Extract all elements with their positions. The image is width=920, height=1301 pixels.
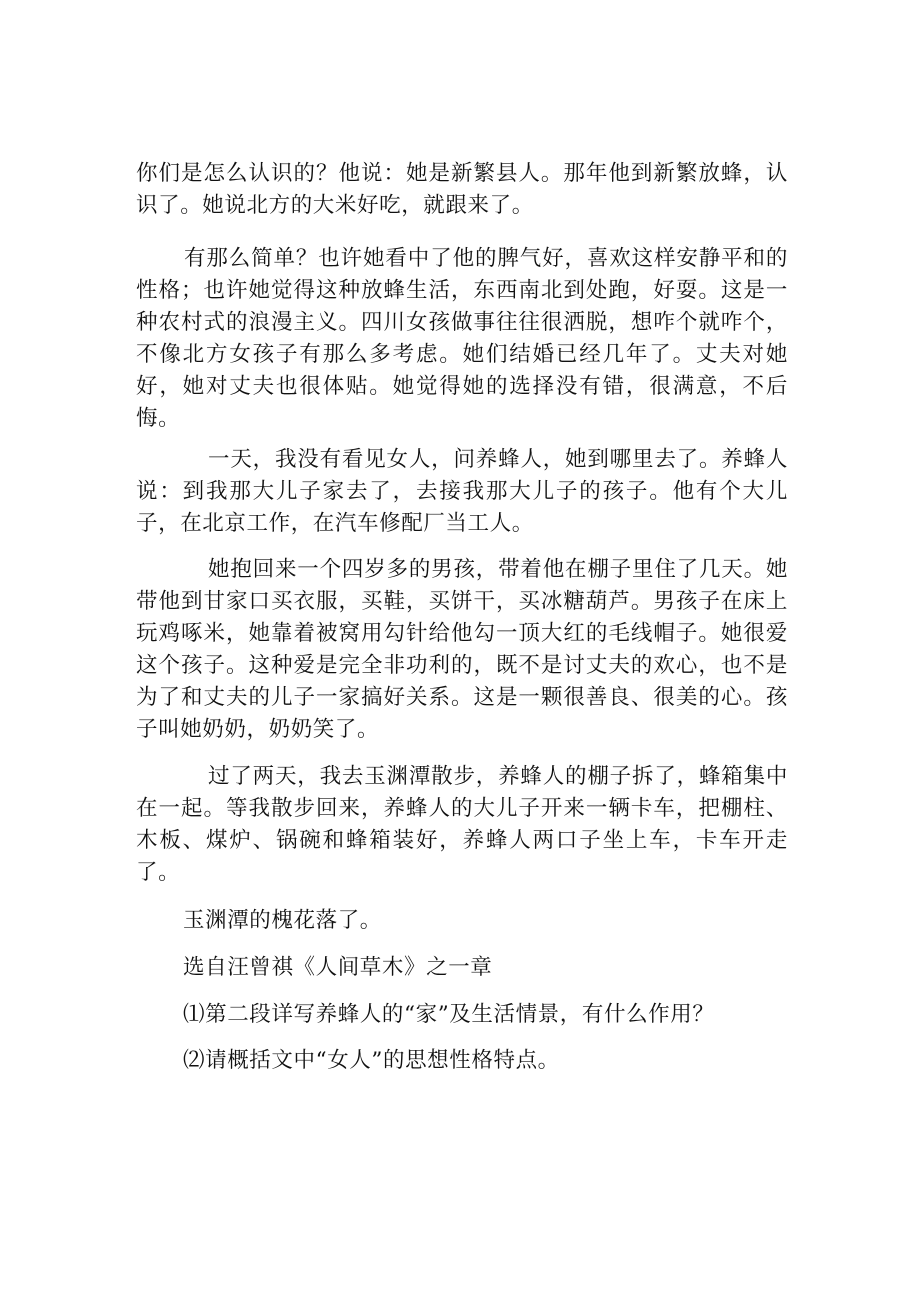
- question-1: ⑴第二段详写养蜂人的“家”及生活情景，有什么作用？: [183, 1002, 715, 1027]
- paragraph-two-days-later: 过了两天，我去玉渊潭散步，养蜂人的棚子拆了，蜂箱集中在一起。等我散步回来，养蜂人的大儿子开来一辆卡车，把棚柱、木板、煤炉、锅碗和蜂箱装好，养蜂人两口子坐上车，卡车开走了。: [136, 764, 788, 885]
- paragraph-how-they-met: 你们是怎么认识的？他说：她是新繁县人。那年他到新繁放蜂，认识了。她说北方的大米好吃，就跟来了。: [136, 161, 788, 218]
- paragraph-boy-visit: 她抱回来一个四岁多的男孩，带着他在棚子里住了几天。她带他到甘家口买衣服，买鞋，买饼干，买冰糖葫芦。男孩子在床上玩鸡啄米，她靠着被窝用勾针给他勾一顶大红的毛线帽子。她很爱这个孩子。这种爱是完全非功利的，既不是讨丈夫的欢心，也不是为了和丈夫的儿子一家搞好关系。这是一颗很善良、很美的心。孩子叫她奶奶，奶奶笑了。: [136, 557, 788, 742]
- paragraph-one-day: 一天，我没有看见女人，问养蜂人，她到哪里去了。养蜂人说：到我那大儿子家去了，去接我那大儿子的孩子。他有个大儿子，在北京工作，在汽车修配厂当工人。: [136, 447, 788, 536]
- paragraph-simple-reason: 有那么简单？也许她看中了他的脾气好，喜欢这样安静平和的性格；也许她觉得这种放蜂生活，东西南北到处跑，好耍。这是一种农村式的浪漫主义。四川女孩做事往往很洒脱，想咋个就咋个，不像北方女孩子有那么多考虑。她们结婚已经几年了。丈夫对她好，她对丈夫也很体贴。她觉得她的选择没有错，很满意，不后悔。: [136, 246, 788, 431]
- question-2: ⑵请概括文中“女人”的思想性格特点。: [183, 1048, 560, 1073]
- paragraph-ending: 玉渊潭的槐花落了。: [183, 908, 382, 933]
- source-citation: 选自汪曾祺《人间草木》之一章: [183, 955, 493, 980]
